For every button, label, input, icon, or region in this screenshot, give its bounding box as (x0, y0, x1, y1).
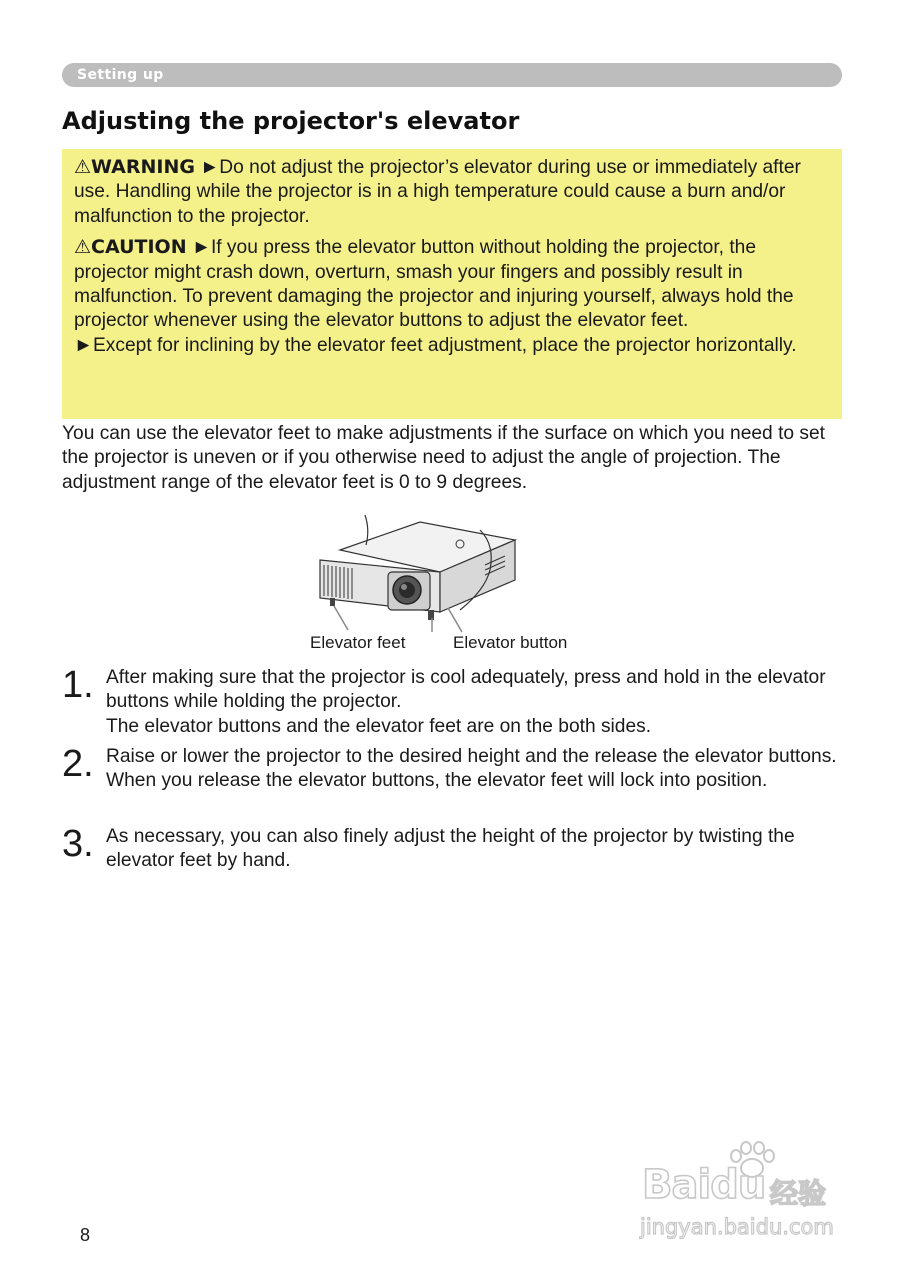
section-label: Setting up (77, 67, 164, 83)
step-instruction: As necessary, you can also finely adjust the height of the projector by twisting the elevator feet by hand. (106, 826, 795, 872)
step-instruction: Raise or lower the projector to the desired height and the release the elevator buttons. (106, 746, 837, 767)
projector-drawing (300, 510, 600, 635)
warning-label: ⚠WARNING (74, 156, 195, 178)
page-title: Adjusting the projector's elevator (62, 107, 520, 135)
caution-text: ►If you press the elevator button without holding the projector, the projector might crash down, overturn, smash your fingers and possibly result in malfunction. To prevent damaging the projector and injuring yourself, always hold the projector whenever using the elevator buttons to adjust the elevator feet. (74, 237, 794, 332)
caption-elevator-button: Elevator button (453, 633, 568, 652)
watermark-url: jingyan.baidu.com (640, 1215, 834, 1239)
caution-label: ⚠CAUTION (74, 236, 187, 259)
step-text-block (106, 666, 846, 739)
caution-text-2: ►Except for inclining by the elevator feet adjustment, place the projector horizontally. (74, 334, 797, 356)
watermark-brand: Baidu (642, 1162, 766, 1208)
watermark-chinese: 经验 (770, 1177, 827, 1210)
step-text-block (106, 745, 846, 794)
warning-box (62, 149, 842, 419)
step-note: The elevator buttons and the elevator feet are on the both sides. (106, 715, 652, 737)
caption-elevator-feet: Elevator feet (310, 633, 406, 652)
step-number: 2. (62, 743, 94, 785)
step-number: 1. (62, 664, 94, 706)
step-note: When you release the elevator buttons, the elevator feet will lock into position. (106, 770, 768, 792)
warning-text: ►Do not adjust the projector’s elevator during use or immediately after use. Handling while the projector is in a high temperature could cause a burn and/or malfunction to the projector. (74, 157, 801, 227)
step-instruction: After making sure that the projector is cool adequately, press and hold in the elevator buttons while holding the projector. (106, 667, 826, 713)
step-number: 3. (62, 823, 94, 865)
baidu-watermark (640, 1140, 855, 1250)
step-text-block (106, 825, 846, 874)
intro-paragraph: You can use the elevator feet to make adjustments if the surface on which you need to set the projector is uneven or if you otherwise need to adjust the angle of projection. The adjustment range of the elevator feet is 0 to 9 degrees. (62, 423, 825, 493)
caution-paragraph-2 (74, 334, 830, 358)
warning-paragraph (74, 155, 830, 229)
page-number: 8 (80, 1225, 91, 1245)
caution-paragraph (74, 235, 830, 334)
section-header-bar (62, 63, 842, 87)
